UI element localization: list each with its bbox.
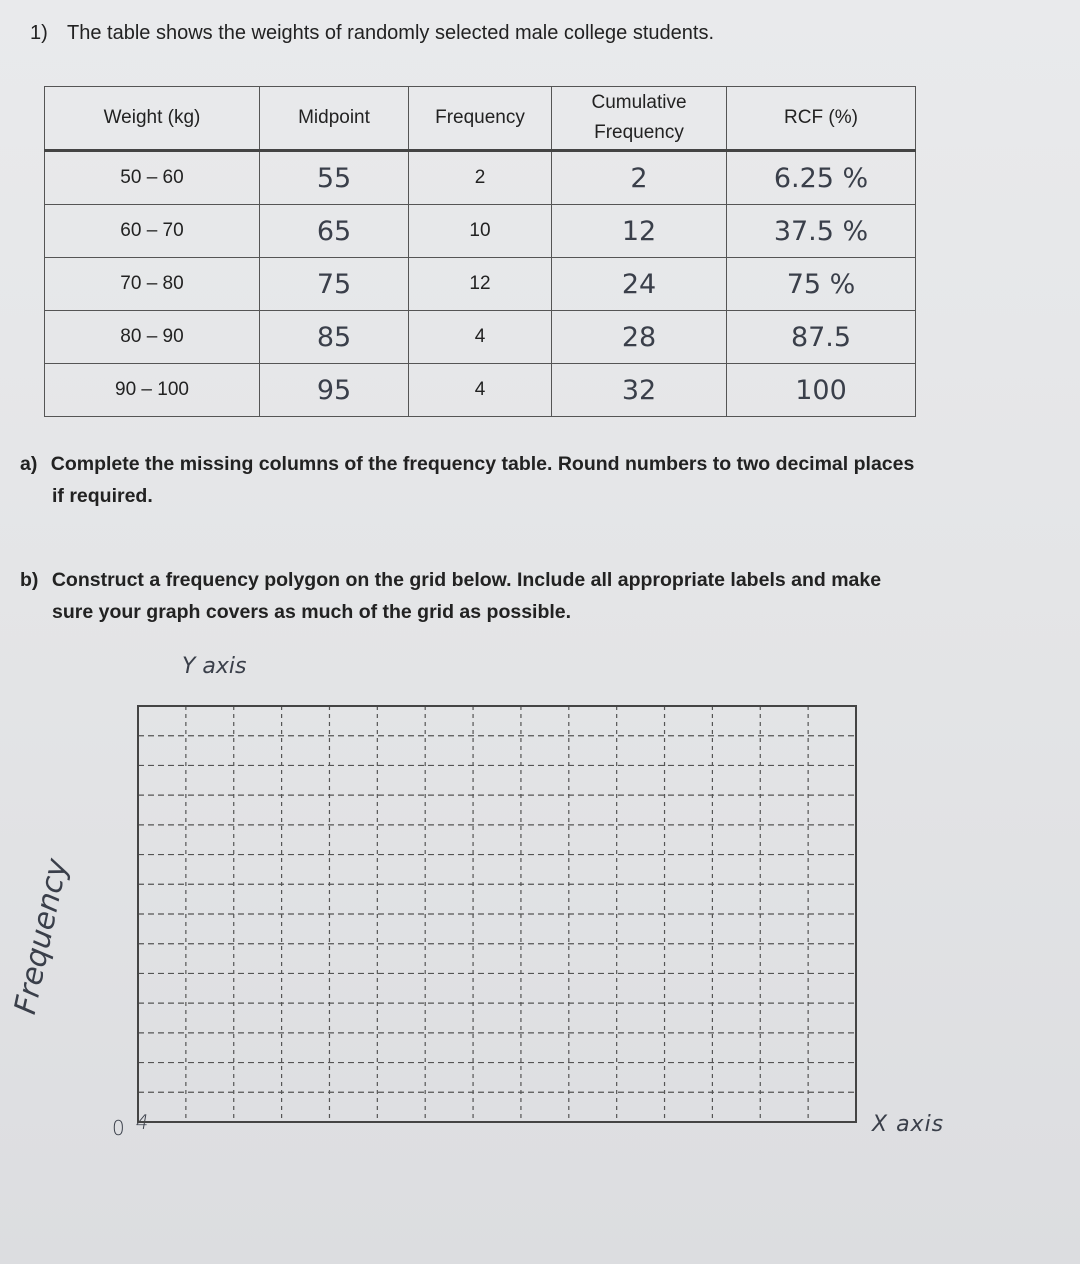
frequency-table bbox=[44, 86, 916, 417]
part-a-instruction bbox=[20, 448, 1010, 512]
cell-cumulative[interactable]: 2 bbox=[552, 151, 727, 205]
part-b-line2: sure your graph covers as much of the grid as possible. bbox=[52, 601, 572, 623]
cell-midpoint[interactable]: 85 bbox=[260, 311, 409, 364]
origin-label: 0 bbox=[112, 1116, 125, 1140]
question-number: 1) bbox=[30, 22, 48, 44]
cell-rcf[interactable]: 75 % bbox=[727, 258, 916, 311]
cell-frequency: 10 bbox=[409, 205, 552, 258]
header-cumulative-line2: Frequency bbox=[594, 122, 684, 143]
table-row bbox=[45, 364, 916, 417]
cell-midpoint[interactable]: 55 bbox=[260, 151, 409, 205]
part-a-label: a) bbox=[20, 453, 38, 475]
cell-rcf[interactable]: 100 bbox=[727, 364, 916, 417]
cell-cumulative[interactable]: 32 bbox=[552, 364, 727, 417]
part-a-line1: Complete the missing columns of the frequency table. Round numbers to two decimal places bbox=[50, 453, 915, 475]
table-row bbox=[45, 258, 916, 311]
graph-grid[interactable] bbox=[120, 690, 860, 1126]
header-frequency: Frequency bbox=[409, 87, 552, 151]
header-cumulative-line1: Cumulative bbox=[591, 92, 687, 113]
y-axis-label: Frequency bbox=[8, 855, 76, 1018]
table-row bbox=[45, 311, 916, 364]
cell-weight: 90 – 100 bbox=[45, 364, 260, 417]
table-header-row bbox=[45, 87, 916, 151]
part-b-line1: Construct a frequency polygon on the grid below. Include all appropriate labels and make bbox=[51, 569, 882, 591]
cell-cumulative[interactable]: 28 bbox=[552, 311, 727, 364]
question-title bbox=[30, 22, 714, 45]
part-b-label: b) bbox=[20, 569, 39, 591]
table-row bbox=[45, 205, 916, 258]
y-axis-note: Y axis bbox=[182, 654, 247, 679]
cell-weight: 70 – 80 bbox=[45, 258, 260, 311]
table-row bbox=[45, 151, 916, 205]
grid-lines bbox=[138, 706, 856, 1122]
cell-frequency: 12 bbox=[409, 258, 552, 311]
axis-scribble: 4 bbox=[133, 1110, 151, 1134]
cell-cumulative[interactable]: 24 bbox=[552, 258, 727, 311]
cell-frequency: 4 bbox=[409, 364, 552, 417]
part-a-line2: if required. bbox=[52, 485, 153, 507]
cell-frequency: 2 bbox=[409, 151, 552, 205]
cell-rcf[interactable]: 87.5 bbox=[727, 311, 916, 364]
cell-midpoint[interactable]: 75 bbox=[260, 258, 409, 311]
cell-weight: 60 – 70 bbox=[45, 205, 260, 258]
cell-weight: 80 – 90 bbox=[45, 311, 260, 364]
part-b-instruction bbox=[20, 564, 1010, 628]
header-cumulative-frequency bbox=[552, 87, 727, 151]
cell-midpoint[interactable]: 65 bbox=[260, 205, 409, 258]
header-midpoint: Midpoint bbox=[260, 87, 409, 151]
cell-midpoint[interactable]: 95 bbox=[260, 364, 409, 417]
header-weight: Weight (kg) bbox=[45, 87, 260, 151]
x-axis-note: X axis bbox=[872, 1112, 945, 1137]
cell-cumulative[interactable]: 12 bbox=[552, 205, 727, 258]
cell-rcf[interactable]: 37.5 % bbox=[727, 205, 916, 258]
header-rcf: RCF (%) bbox=[727, 87, 916, 151]
cell-rcf[interactable]: 6.25 % bbox=[727, 151, 916, 205]
cell-weight: 50 – 60 bbox=[45, 151, 260, 205]
question-text: The table shows the weights of randomly selected male college students. bbox=[67, 22, 715, 44]
cell-frequency: 4 bbox=[409, 311, 552, 364]
